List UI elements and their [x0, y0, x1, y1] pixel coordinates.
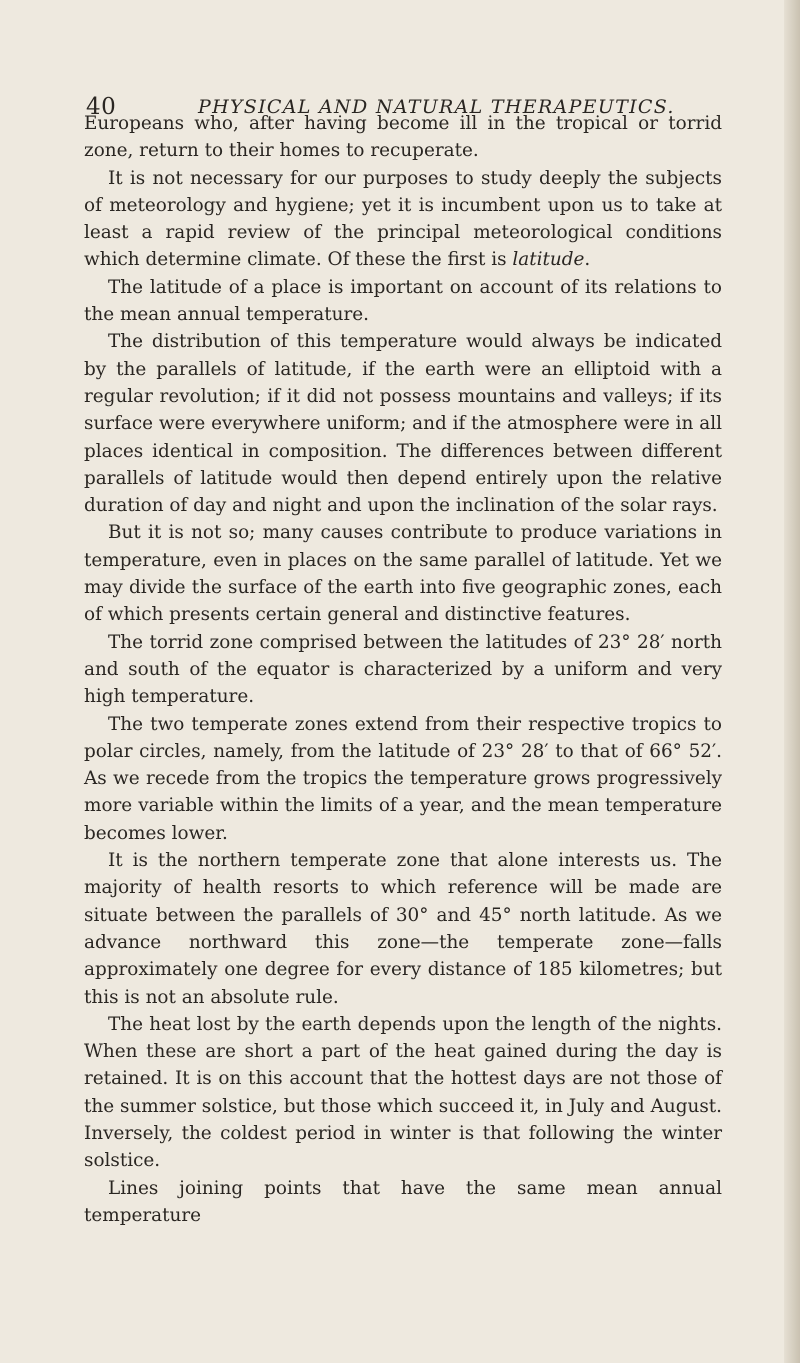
paragraph-7: The two temperate zones extend from their respective tropics to polar circles, namely, from the latitude of 23° 28′ to that of 66° 52′. As we recede from the tropics the temperature grows progressively more variable within the limits of a year, and the mean temperature becomes lower. [84, 713, 722, 844]
paragraph-6: The torrid zone comprised between the latitudes of 23° 28′ north and south of the equator is characterized by a uniform and very high temperature. [84, 631, 722, 708]
paragraph-8: It is the northern temperate zone that alone interests us. The majority of health resorts to which reference will be made are situate between the parallels of 30° and 45° north latitude. As we advance northward this zone—the temperate zone—falls approximately one degree for every distance of 185 kilometres; but this is not an absolute rule. [84, 850, 722, 1008]
paragraph-5: But it is not so; many causes contribute to produce variations in temperature, even in places on the same parallel of latitude. Yet we may divide the surface of the earth into five geographic zones, each of which presents certain general and distinctive features. [84, 522, 722, 626]
paragraph-9: The heat lost by the earth depends upon the length of the nights. When these are short a part of the heat gained during the day is retained. It is on this account that the hottest days are not those of the summer solstice, but those which succeed it, in July and August. Inversely, the coldest period in winter is that following the winter solstice. [84, 1013, 722, 1172]
paragraph-1: Europeans who, after having become ill in the tropical or torrid zone, return to their homes to recuperate. [84, 113, 722, 162]
latitude-emphasis: latitude [512, 249, 585, 271]
page-edge [784, 0, 800, 1363]
paragraph-4: The distribution of this temperature would always be indicated by the parallels of latitude, if the earth were an elliptoid with a regular revolution; if it did not possess mountains and valleys; if its surface were everywhere uniform; and if the atmosphere were in all places identical in composition. The differences between different parallels of latitude would then depend entirely upon the relative duration of day and night and upon the inclination of the solar rays. [84, 331, 722, 517]
paragraph-3: The latitude of a place is important on account of its relations to the mean annual temperature. [84, 276, 722, 326]
running-head: PHYSICAL AND NATURAL THERAPEUTICS. [198, 96, 675, 118]
paragraph-2: It is not necessary for our purposes to study deeply the subjects of meteorology and hygiene; yet it is incumbent upon us to take at least a rapid review of the principal meteorological conditions which determine climate. Of these the first is latitude. [84, 167, 722, 271]
page-number: 40 [86, 94, 117, 120]
body-text [84, 110, 722, 1229]
paragraph-10: Lines joining points that have the same mean annual temperature [84, 1177, 722, 1226]
